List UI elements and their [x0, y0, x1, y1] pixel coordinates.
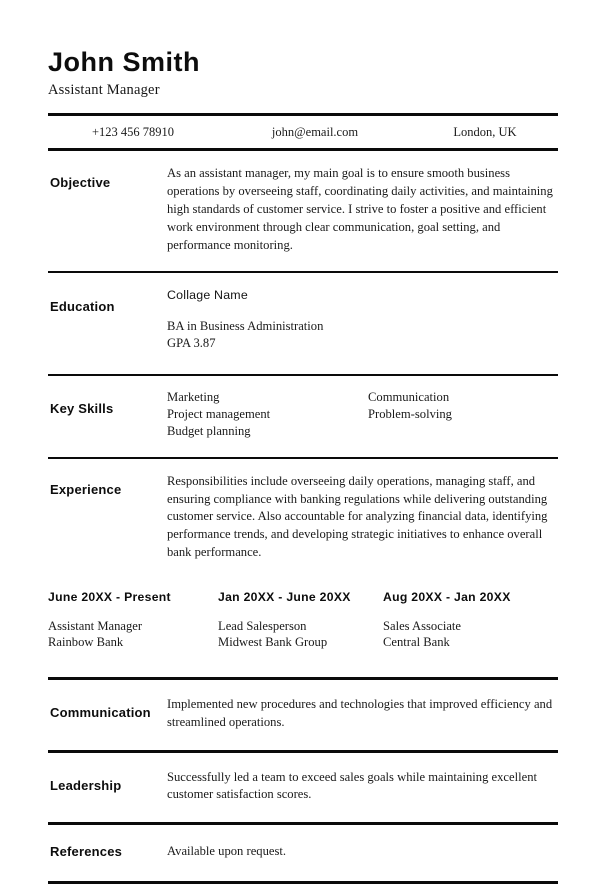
section-label-experience: Experience [50, 481, 122, 497]
section-leadership [48, 753, 558, 823]
skill-item: Project management [167, 406, 271, 421]
job-dates: Aug 20XX - Jan 20XX [383, 590, 511, 605]
job-dates: Jan 20XX - June 20XX [218, 590, 351, 605]
education-degree: BA in Business Administration [167, 319, 324, 334]
job-role: Lead Salesperson [218, 619, 307, 634]
section-label-objective: Objective [50, 175, 111, 191]
section-label-education: Education [50, 298, 115, 314]
education-school: Collage Name [167, 287, 248, 302]
education-gpa: GPA 3.87 [167, 335, 216, 350]
contact-bar [48, 116, 558, 148]
section-label-communication: Communication [50, 704, 151, 720]
section-objective [48, 151, 558, 270]
section-key-skills [48, 376, 558, 457]
skill-item: Marketing [167, 389, 220, 404]
section-experience [48, 459, 558, 568]
candidate-name: John Smith [48, 47, 200, 77]
experience-text: Responsibilities include overseeing daily operations, managing staff, and ensuring compliance with banking regulations while delivering outstanding customer service. Also accountable for analyzing financial data, identifying performance trends, and developing strategic initiatives to enhance overall bank performance. [167, 473, 548, 560]
section-label-key-skills: Key Skills [50, 400, 114, 416]
leadership-text: Successfully led a team to exceed sales goals while maintaining excellent customer satisfaction scores. [167, 769, 537, 802]
skill-item: Communication [368, 389, 450, 404]
resume-header [48, 0, 558, 99]
skill-item: Problem-solving [368, 406, 452, 421]
skill-item: Budget planning [167, 424, 251, 439]
job-role: Sales Associate [383, 619, 461, 634]
job-company: Midwest Bank Group [218, 635, 328, 650]
job-company: Rainbow Bank [48, 635, 124, 650]
communication-text: Implemented new procedures and technologies that improved efficiency and streamlined operations. [167, 696, 553, 729]
resume-sheet [48, 0, 558, 884]
key-skills-column-2 [368, 389, 452, 441]
job-role: Assistant Manager [48, 619, 143, 634]
section-education [48, 273, 558, 374]
key-skills-column-1 [167, 389, 368, 441]
job-entry [48, 590, 218, 651]
section-references [48, 825, 558, 881]
contact-location: London, UK [453, 124, 517, 139]
references-text: Available upon request. [167, 844, 287, 859]
job-entry [383, 590, 558, 651]
section-communication [48, 680, 558, 750]
section-label-leadership: Leadership [50, 777, 122, 793]
job-entry [218, 590, 383, 651]
candidate-job-title: Assistant Manager [48, 82, 160, 99]
section-label-references: References [50, 844, 123, 860]
contact-phone[interactable]: +123 456 78910 [91, 124, 175, 139]
objective-text: As an assistant manager, my main goal is to ensure smooth business operations by overseeing staff, coordinating daily activities, and maintaining high standards of customer service. I strive to foster a positive and efficient work environment through clear communication, goal setting, and performance monitoring. [167, 166, 553, 252]
job-company: Central Bank [383, 635, 450, 650]
job-dates: June 20XX - Present [48, 590, 171, 605]
key-skills-body [167, 389, 558, 441]
contact-email[interactable]: john@email.com [271, 124, 359, 139]
education-body [167, 287, 558, 352]
experience-jobs [48, 568, 558, 677]
